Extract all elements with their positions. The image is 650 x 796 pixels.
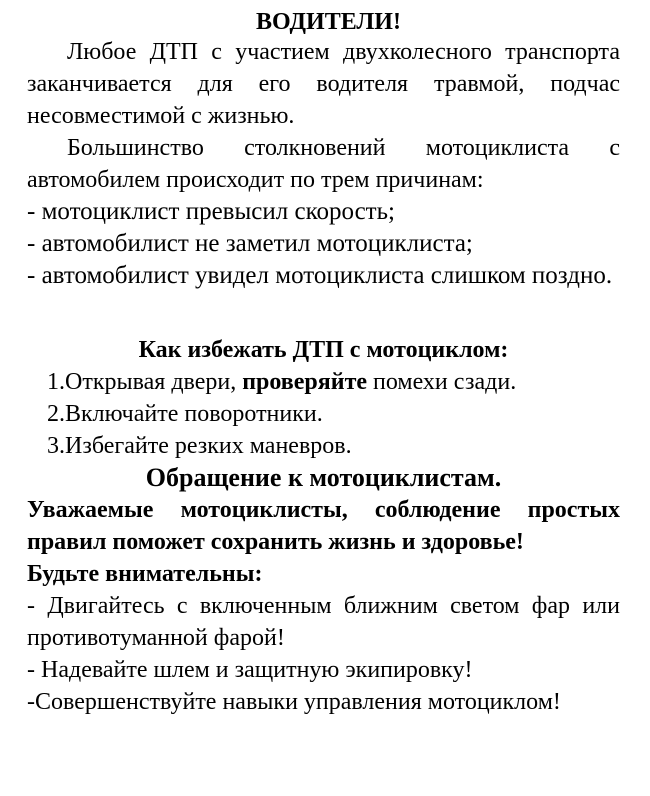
attention-heading: Будьте внимательны: [27,561,263,587]
moto-tip: - Двигайтесь с включенным ближним светом фар или противотуманной фарой! [27,593,620,651]
list-item [47,398,620,430]
avoid-section-title: Как избежать ДТП с мотоциклом: [138,337,509,363]
intro-paragraph-1: Любое ДТП с участием двухколесного транспорта заканчивается для его водителя травмой, подчас несовместимой с жизнью. [27,39,620,129]
list-item [47,430,620,462]
moto-tip: -Совершенствуйте навыки управления мотоциклом! [27,689,561,715]
tip-text: 3.Избегайте резких маневров. [47,433,352,459]
tip-text: 1.Открывая двери, [47,369,243,395]
tip-emphasis: проверяйте [242,369,368,395]
tip-text: 2.Включайте поворотники. [47,401,323,427]
reason-item: - мотоциклист превысил скорость; [27,198,395,225]
section-spacer [27,292,620,334]
reason-item: - автомобилист не заметил мотоциклиста; [27,230,473,257]
tip-text-end: помехи сзади. [367,369,517,395]
moto-section-title: Обращение к мотоциклистам. [145,463,502,492]
moto-appeal: Уважаемые мотоциклисты, соблюдение простых правил поможет сохранить жизнь и здоровье! [27,497,620,555]
avoid-tips-list [27,366,620,462]
intro-paragraph-2: Большинство столкновений мотоциклиста с автомобилем происходит по трем причинам: [27,135,620,193]
list-item [47,366,620,398]
moto-tip: - Надевайте шлем и защитную экипировку! [27,657,473,683]
heading: ВОДИТЕЛИ! [256,9,401,35]
reason-item: - автомобилист увидел мотоциклиста слишком поздно. [27,262,613,289]
